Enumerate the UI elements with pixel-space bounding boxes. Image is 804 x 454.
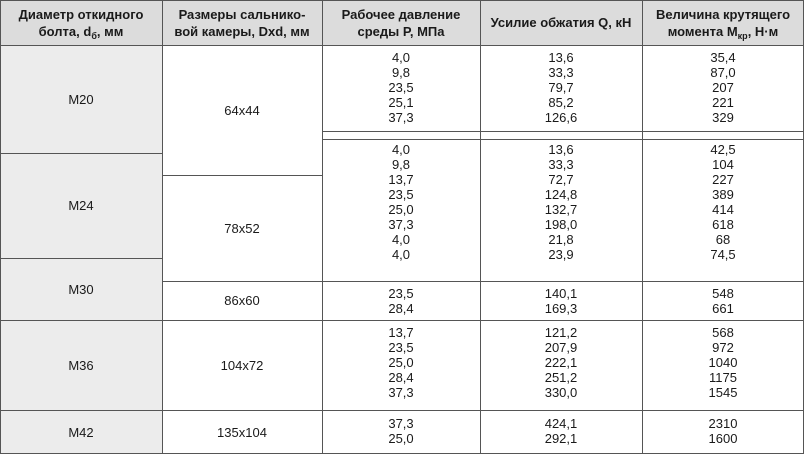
- bolt-cell: M20: [68, 91, 94, 107]
- force-values: 13,6 33,3 79,7 85,2 126,6: [544, 50, 578, 125]
- header-torque: Величина крутящего момента $M_{кр}$, Н·м: [655, 6, 791, 41]
- grid-line: [322, 131, 804, 132]
- bolt-cell: M30: [68, 281, 94, 297]
- force-values: 13,6 33,3 72,7 124,8 132,7 198,0 21,8 23,9: [544, 142, 578, 262]
- grid-line: [322, 139, 804, 140]
- grid-line: [480, 0, 481, 454]
- grid-line: [322, 0, 323, 454]
- bolt-cell: M36: [68, 357, 94, 373]
- header-bolt-diameter: Диаметр откидного болта, $d_б$, мм: [18, 6, 144, 41]
- header-compression-force: Усилие обжатия Q, кН: [490, 15, 632, 30]
- header-chamber-size: Размеры сальнико- вой камеры, Dxd, мм: [174, 6, 310, 39]
- grid-line: [162, 175, 322, 176]
- torque-values: 568 972 1040 1175 1545: [708, 325, 738, 400]
- force-values: 140,1 169,3: [544, 286, 578, 316]
- chamber-cell: 78x52: [224, 220, 260, 236]
- grid-line: [0, 410, 804, 411]
- torque-values: 548 661: [712, 286, 734, 316]
- pressure-values: 4,0 9,8 23,5 25,1 37,3: [388, 50, 414, 125]
- chamber-cell: 104x72: [220, 357, 264, 373]
- pressure-values: 13,7 23,5 25,0 28,4 37,3: [388, 325, 414, 400]
- pressure-values: 37,3 25,0: [388, 416, 414, 446]
- grid-line: [642, 0, 643, 454]
- grid-line: [0, 258, 162, 259]
- chamber-cell: 86x60: [224, 293, 260, 308]
- chamber-cell: 64x44: [224, 102, 260, 118]
- chamber-cell: 135x104: [217, 424, 267, 440]
- force-values: 424,1 292,1: [544, 416, 578, 446]
- bolt-cell: M42: [68, 424, 94, 440]
- grid-line: [162, 281, 804, 282]
- grid-line: [0, 0, 1, 454]
- grid-line: [0, 45, 804, 46]
- torque-values: 2310 1600: [708, 416, 738, 446]
- pressure-values: 4,0 9,8 13,7 23,5 25,0 37,3 4,0 4,0: [388, 142, 414, 262]
- grid-line: [0, 320, 804, 321]
- pressure-values: 23,5 28,4: [388, 286, 414, 316]
- grid-line: [0, 153, 162, 154]
- torque-values: 42,5 104 227 389 414 618 68 74,5: [710, 142, 736, 262]
- bolt-cell: M24: [68, 198, 94, 213]
- grid-line: [0, 0, 804, 1]
- torque-values: 35,4 87,0 207 221 329: [710, 50, 736, 125]
- header-working-pressure: Рабочее давление среды P, МПа: [341, 6, 461, 39]
- grid-line: [162, 0, 163, 454]
- force-values: 121,2 207,9 222,1 251,2 330,0: [544, 325, 578, 400]
